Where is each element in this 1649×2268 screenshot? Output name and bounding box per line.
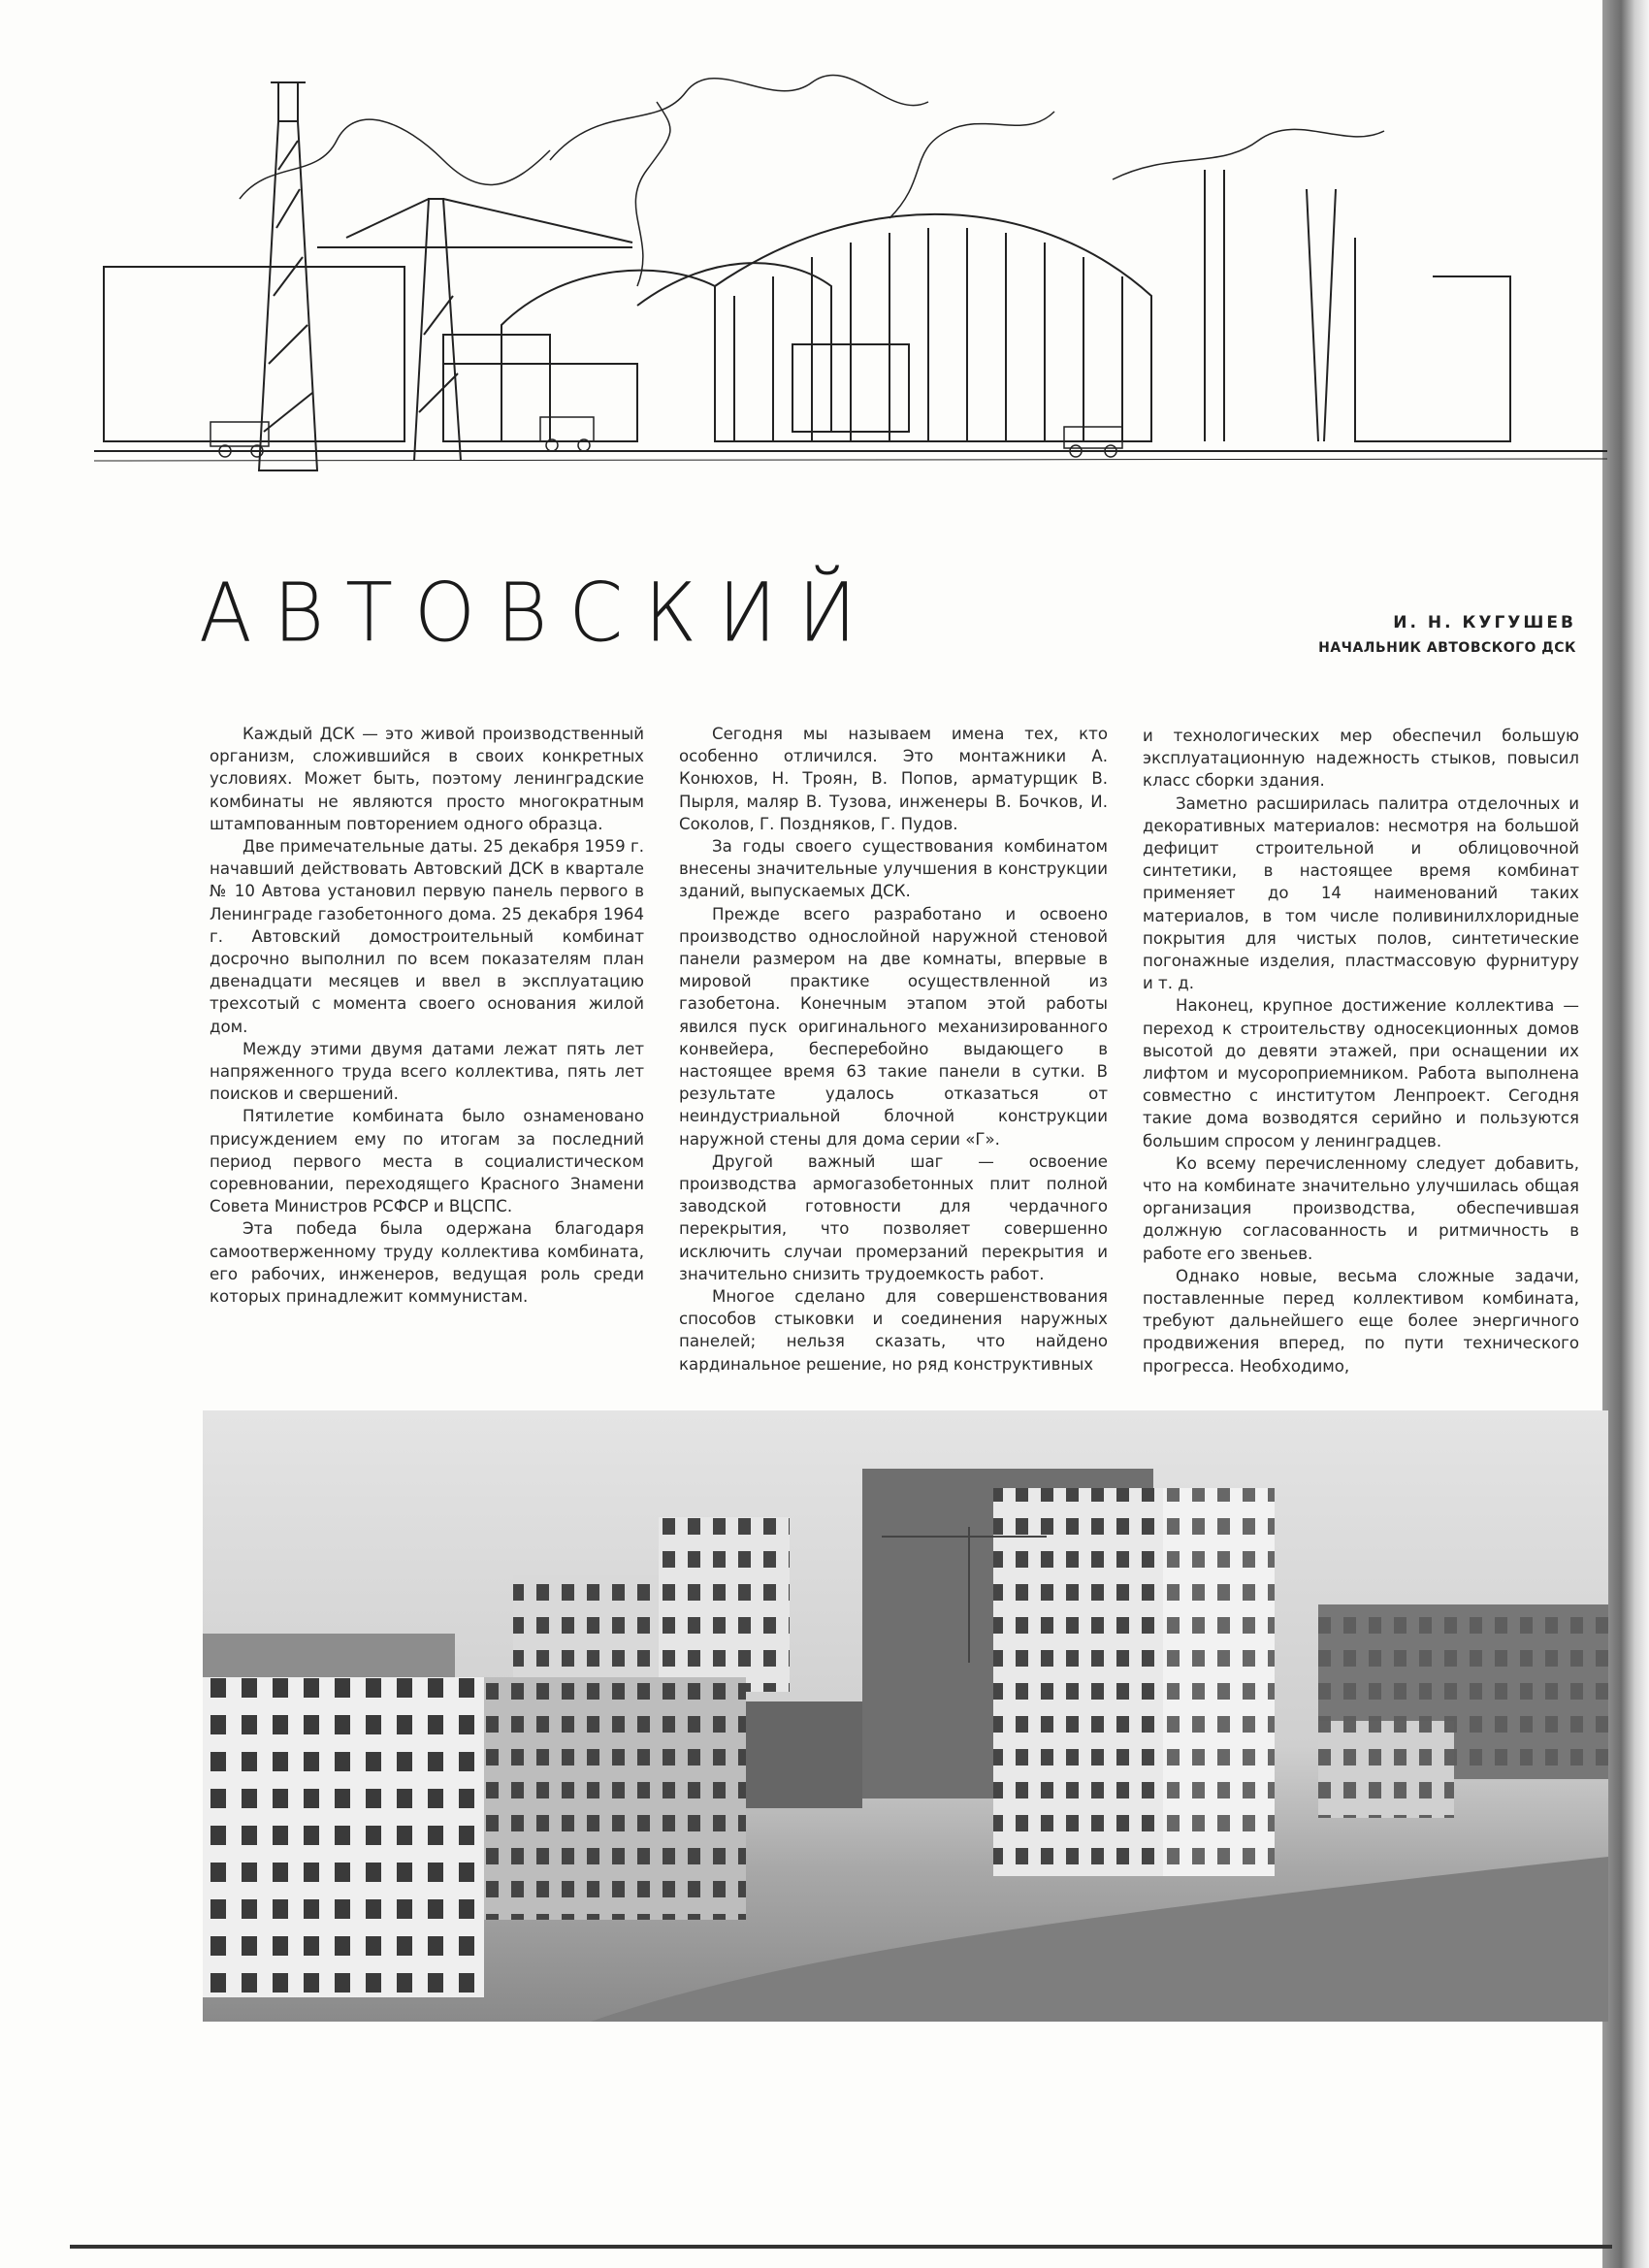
tower-crane-2 <box>317 199 632 461</box>
author-name: И. Н. КУГУШЕВ <box>1393 613 1576 632</box>
page-rule <box>70 2245 1612 2249</box>
smoke-lines <box>240 75 1384 286</box>
paragraph: Многое сделано для совершенствования способов стыковки и соединения наружных панелей; нельзя сказать, что найдено кардинальное решение, но ряд конструктивных <box>679 1287 1108 1374</box>
paragraph: Каждый ДСК — это живой производственный организм, сложившийся в своих конкретных условиях. Может быть, поэтому ленинградские комбинаты не являются просто многократным штампованным повторением одного образца. <box>210 725 644 833</box>
paragraph: Однако новые, весьма сложные задачи, поставленные перед коллективом комбината, требуют дальнейшего еще более энергичного продвижения вперед, по пути технического прогресса. Необходимо, <box>1143 1266 1579 1376</box>
tower-crane-main <box>259 82 317 470</box>
paragraph: Эта победа была одержана благодаря самоотверженному труду коллектива комбината, его рабочих, инженеров, ведущая роль среди которых принадлежит коммунистам. <box>210 1219 644 1307</box>
author-role: НАЧАЛЬНИК АВТОВСКОГО ДСК <box>1318 640 1576 656</box>
text-column-1 <box>210 723 644 1308</box>
factory-buildings <box>94 170 1607 461</box>
paragraph: Заметно расширилась палитра отделочных и декоративных материалов: несмотря на большой дефицит строительной и облицовочной синтетики, в настоящее время комбинат применяет до 14 наименований таких материалов, в том числе поливинилхлоридные покрытия для чистых полов, синтетические погонажные изделия, пластмассовую фурнитуру и т. д. <box>1143 794 1579 993</box>
paragraph: Ко всему перечисленному следует добавить, что на комбинате значительно улучшилась общая организация производства, обеспечившая должную согласованность и ритмичность в работе его звеньев. <box>1143 1153 1579 1263</box>
text-column-3 <box>1143 725 1579 1377</box>
factory-sketch-illustration <box>94 44 1607 480</box>
paragraph: Другой важный шаг — освоение производства армогазобетонных плит полной заводской готовности для чердачного перекрытия, что позволяет совершенно исключить случаи промерзаний перекрытия и значительно снизить трудоемкость работ. <box>679 1151 1108 1283</box>
paragraph: Две примечательные даты. 25 декабря 1959 г. начавший действовать Автовский ДСК в квартале № 10 Автова установил первую панель первого в Ленинграде газобетонного дома. 25 декабря 1964 г. Автовский домостроительный комбинат досрочно выполнил по всем показателям план двенадцати месяцев и ввел в эксплуатацию трехсотый с момента своего основания жилой дом. <box>210 837 644 1036</box>
article-title: АВТОВСКИЙ <box>199 565 878 661</box>
paragraph: Прежде всего разработано и освоено производство однослойной наружной стеновой панели размером на две комнаты, впервые в мировой практике осуществленной из газобетона. Конечным этапом этой работы явился пуск оригинального механизированного конвейера, бесперебойно выдающего в настоящее время 63 такие панели в сутки. В результате удалось отказаться от неиндустриальной блочной конструкции наружной стены для дома серии «Г». <box>679 904 1108 1149</box>
scan-edge-shadow <box>1602 0 1649 2268</box>
paragraph: Наконец, крупное достижение коллектива — переход к строительству односекционных домов высотой до девяти этажей, при оснащении их лифтом и мусороприемником. Работа выполнена совместно с институтом Ленпроект. Сегодня такие дома возводятся серийно и пользуются большим спросом у ленинградцев. <box>1143 996 1579 1150</box>
author-block <box>1318 613 1576 656</box>
photo-buildings <box>203 1410 1608 2022</box>
paragraph: и технологических мер обеспечил большую эксплуатационную надежность стыков, повысил класс сборки здания. <box>1143 727 1579 791</box>
text-column-2 <box>679 723 1108 1376</box>
paragraph: За годы своего существования комбинатом внесены значительные улучшения в конструкции зданий, выпускаемых ДСК. <box>679 837 1108 901</box>
paragraph: Пятилетие комбината было ознаменовано присуждением ему по итогам за последний период первого места в социалистическом соревновании, переходящего Красного Знамени Совета Министров РСФСР и ВЦСПС. <box>210 1107 644 1216</box>
paragraph: Между этими двумя датами лежат пять лет напряженного труда всего коллектива, пять лет поисков и свершений. <box>210 1039 644 1104</box>
housing-district-photo <box>203 1410 1608 2022</box>
paragraph: Сегодня мы называем имена тех, кто особенно отличился. Это монтажники А. Конюхов, Н. Троян, В. Попов, арматурщик В. Пырля, маляр В. Тузова, инженеры В. Бочков, И. Соколов, Г. Поздняков, Г. Пудов. <box>679 725 1108 833</box>
